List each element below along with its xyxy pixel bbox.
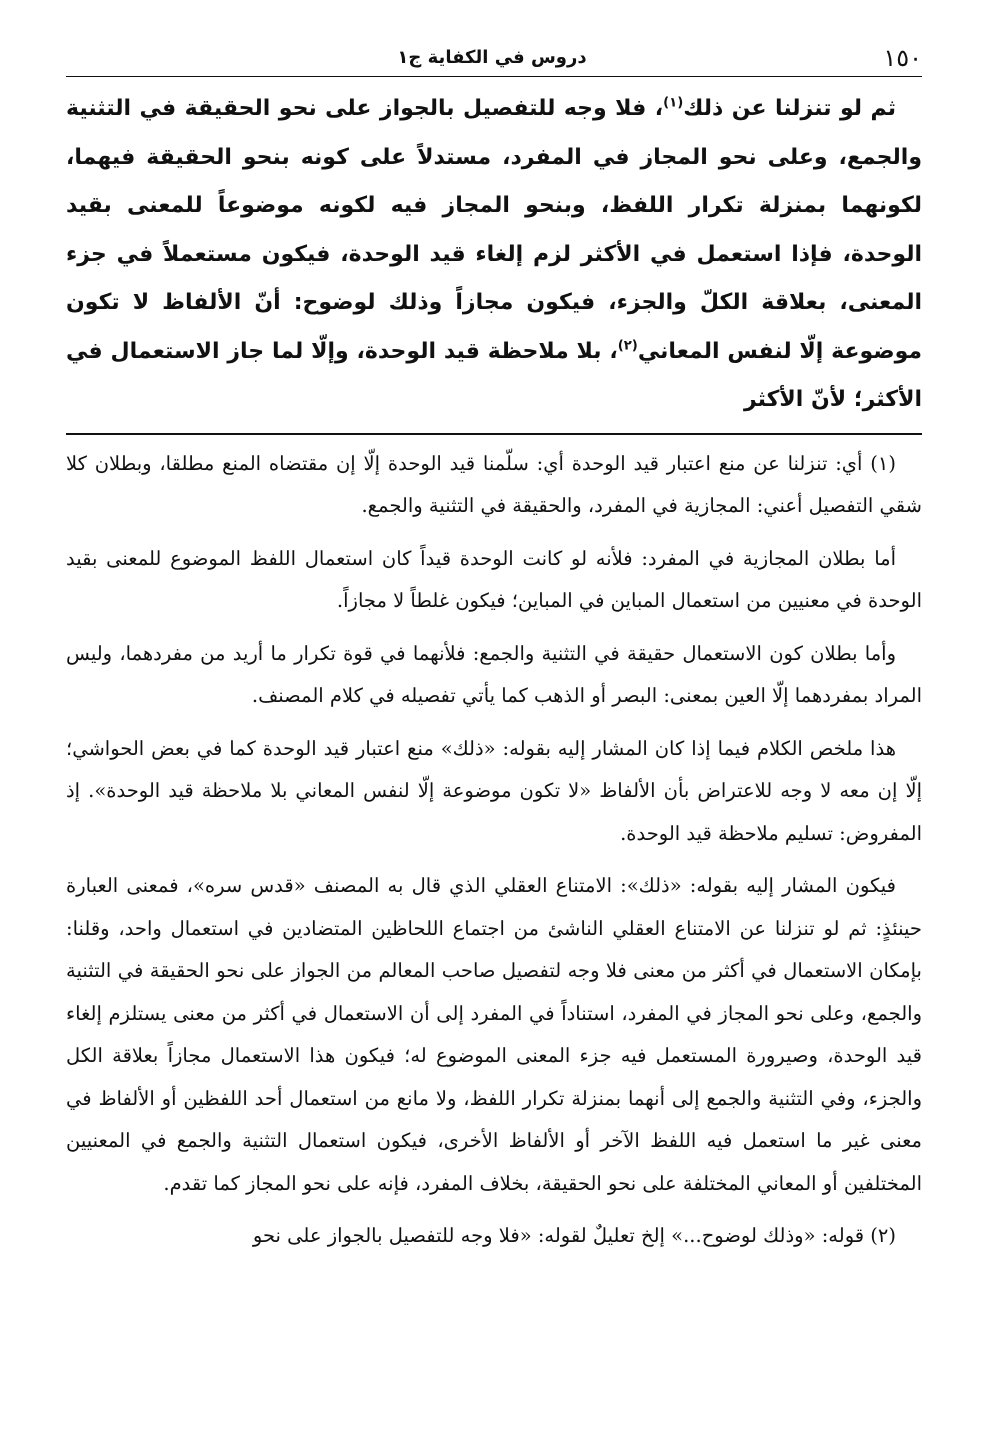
footnotes xyxy=(66,443,922,1258)
main-text-part-3: ، بلا ملاحظة قيد الوحدة، وإلّا لما جاز الاستعمال في الأكثر؛ لأنّ الأكثر xyxy=(66,338,922,412)
footnote-ref-1[interactable]: (١) xyxy=(663,95,684,111)
running-title: دروس في الكفاية ج١ xyxy=(397,47,587,68)
footnote-1-paragraph-5: فيكون المشار إليه بقوله: «ذلك»: الامتناع العقلي الذي قال به المصنف «قدس سره»، فمعنى العبارة حينئذٍ: ثم لو تنزلنا عن الامتناع العقلي الناشئ من اجتماع اللحاظين المتضادين في استعمال واحد، وقلنا: بإمكان الاستعمال في أكثر من معنى فلا وجه لتفصيل صاحب المعالم من الجواز على نحو الحقيقة في التثنية والجمع، وعلى نحو المجاز في المفرد، استناداً في المفرد إلى أن الاستعمال في أكثر من معنى يستلزم إلغاء قيد الوحدة، وصيرورة المستعمل فيه جزء المعنى الموضوع له؛ فيكون هذا الاستعمال مجازاً بعلاقة الكل والجزء، وفي التثنية والجمع إلى أنهما بمنزلة تكرار اللفظ، ولا مانع من استعمال أحد اللفظين أو الألفاظ في معنى غير ما استعمل فيه اللفظ الآخر أو الألفاظ الأخرى، فيكون استعمال التثنية والجمع في المعنيين المختلفين أو المعاني المختلفة على نحو الحقيقة، بخلاف المفرد، فإنه على نحو المجاز كما تقدم. xyxy=(66,874,922,1195)
footnote-1-paragraph-4: هذا ملخص الكلام فيما إذا كان المشار إليه بقوله: «ذلك» منع اعتبار قيد الوحدة كما في بعض الحواشي؛ إلّا إن معه لا وجه للاعتراض بأن الألفاظ «لا تكون موضوعة إلّا لنفس المعاني بلا ملاحظة قيد الوحدة». إذ المفروض: تسليم ملاحظة قيد الوحدة. xyxy=(66,736,922,845)
footnote-separator xyxy=(66,433,922,435)
main-paragraph xyxy=(66,85,922,425)
main-text-part-1: ثم لو تنزلنا عن ذلك xyxy=(683,96,896,121)
footnote-ref-2[interactable]: (٢) xyxy=(617,338,638,354)
page xyxy=(66,40,922,1258)
page-number: ١٥٠ xyxy=(883,44,922,72)
footnote-1-paragraph-2: أما بطلان المجازية في المفرد: فلأنه لو كانت الوحدة قيداً كان استعمال اللفظ الموضوع للمعنى بقيد الوحدة في معنيين من استعمال المباين في المباين؛ فيكون غلطاً لا مجازاً. xyxy=(66,546,922,612)
footnote-1-paragraph-3: وأما بطلان كون الاستعمال حقيقة في التثنية والجمع: فلأنهما في قوة تكرار ما أريد من مفردهما، وليس المراد بمفردهما إلّا العين بمعنى: البصر أو الذهب كما يأتي تفصيله في كلام المصنف. xyxy=(66,641,922,707)
footnote-1: (١) أي: تنزلنا عن منع اعتبار قيد الوحدة أي: سلّمنا قيد الوحدة إلّا إن مقتضاه المنع مطلقا، وبطلان كلا شقي التفصيل أعني: المجازية في المفرد، والحقيقة في التثنية والجمع. xyxy=(66,451,922,517)
footnote-2: (٢) قوله: «وذلك لوضوح...» إلخ تعليلٌ لقوله: «فلا وجه للتفصيل بالجواز على نحو xyxy=(252,1224,896,1247)
main-text-part-2: ، فلا وجه للتفصيل بالجواز على نحو الحقيقة في التثنية والجمع، وعلى نحو المجاز في المفرد، مستدلاً على كونه بنحو الحقيقة فيهما، لكونهما بمنزلة تكرار اللفظ، وبنحو المجاز فيه لكونه موضوعاً للمعنى بقيد الوحدة، فإذا استعمل في الأكثر لزم إلغاء قيد الوحدة، فيكون مستعملاً في جزء المعنى، بعلاقة الكلّ والجزء، فيكون مجازاً وذلك لوضوح: أنّ الألفاظ لا تكون موضوعة إلّا لنفس المعاني xyxy=(66,96,922,364)
page-header xyxy=(66,40,922,77)
